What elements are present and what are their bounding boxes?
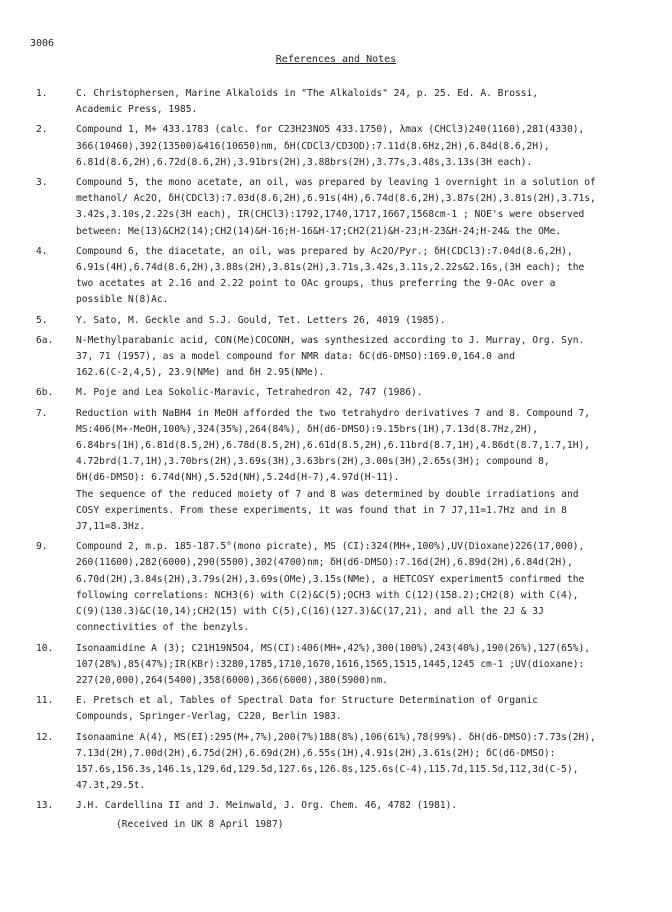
reference-line: δH(d6-DMSO): 6.74d(NH),5.52d(NH),5.24d(H-7),4.97d(H-11). xyxy=(76,472,400,484)
reference-number: 6b. xyxy=(36,387,54,399)
reference-line: 4.72brd(1.7,1H),3.70brs(2H),3.69s(3H),3.63brs(2H),3.00s(3H),2.65s(3H); compound 8, xyxy=(76,456,550,468)
reference-line: M. Poje and Lea Sokolic-Maravic, Tetrahedron 42, 747 (1986). xyxy=(76,387,423,399)
reference-line: Isonaamidine A (3); C21H19N5O4, MS(CI):406(MH+,42%),300(100%),243(40%),190(26%),127(65%), xyxy=(76,642,591,654)
reference-item xyxy=(36,798,646,832)
reference-line: N-Methylparabanic acid, CON(Me)COCONH, was synthesized according to J. Murray, Org. Syn. xyxy=(76,334,585,346)
reference-line: The sequence of the reduced moiety of 7 and 8 was determined by double irradiations and xyxy=(76,488,579,500)
reference-number: 6a. xyxy=(36,334,54,346)
reference-line: 3.42s,3.10s,2.22s(3H each), IR(CHCl3):1792,1740,1717,1667,1568cm-1 ; NOE's were observed xyxy=(76,209,585,221)
reference-line: methanol/ Ac2O, δH(CDCl3):7.03d(8.6,2H),6.91s(4H),6.74d(8.6,2H),3.87s(2H),3.81s(2H),3.71s, xyxy=(76,193,596,205)
reference-text xyxy=(76,122,646,171)
reference-line: Compound 1, M+ 433.1783 (calc. for C23H23NO5 433.1750), λmax (CHCl3)240(1160),281(4330), xyxy=(76,124,585,136)
reference-line: 227(20,000),264(5400),358(6000),366(6000),380(5900)nm. xyxy=(76,674,388,686)
reference-line: connectivities of the benzyls. xyxy=(76,622,250,634)
reference-line: C. Christophersen, Marine Alkaloids in "The Alkaloids" 24, p. 25. Ed. A. Brossi, xyxy=(76,88,539,99)
reference-line: Reduction with NaBH4 in MeOH afforded the two tetrahydro derivatives 7 and 8. Compound 7, xyxy=(76,407,591,419)
reference-line: 366(10460),392(13500)&416(10650)nm, δH(CDCl3/CD3OD):7.11d(8.6Hz,2H),6.84d(8.6,2H), xyxy=(76,140,550,152)
reference-text xyxy=(76,730,646,795)
reference-text xyxy=(76,313,646,329)
reference-number: 10. xyxy=(36,642,54,654)
reference-item xyxy=(36,122,646,171)
reference-item xyxy=(36,385,646,401)
reference-number: 11. xyxy=(36,695,54,707)
reference-text xyxy=(76,86,646,118)
reference-text xyxy=(76,693,646,725)
reference-item xyxy=(36,244,646,309)
reference-line: 6.70d(2H),3.84s(2H),3.79s(2H),3.69s(OMe),3.15s(NMe), a HETCOSY experiment5 confirmed the xyxy=(76,573,585,585)
section-heading: References and Notes xyxy=(275,54,397,65)
reference-text xyxy=(76,175,646,240)
reference-line: C(9)(130.3)&C(10,14);CH2(15) with C(5),C(16)(127.3)&C(17,21), and all the 2J & 3J xyxy=(76,606,544,618)
reference-line: 47.3t,29.5t. xyxy=(76,780,146,792)
reference-line: 107(28%),85(47%);IR(KBr):3280,1785,1710,1670,1616,1565,1515,1445,1245 cm-1 ;UV(dioxane): xyxy=(76,658,585,670)
reference-line: Compound 5, the mono acetate, an oil, was prepared by leaving 1 overnight in a solution of xyxy=(76,177,596,189)
reference-line: following correlations: NCH3(6) with C(2)&C(5);OCH3 with C(12)(158.2);CH2(8) with C(4), xyxy=(76,589,579,601)
reference-line: 157.6s,156.3s,146.1s,129.6d,129.5d,127.6s,126.8s,125.6s(C-4),115.7d,115.5d,112,3d(C-5), xyxy=(76,763,579,775)
reference-number: 5. xyxy=(36,314,48,326)
received-note: (Received in UK 8 April 1987) xyxy=(116,818,284,830)
reference-line: COSY experiments. From these experiments, it was found that in 7 J7,11=1.7Hz and in 8 xyxy=(76,504,567,516)
reference-line: 37, 71 (1957), as a model compound for NMR data: δC(d6-DMSO):169.0,164.0 and xyxy=(76,351,515,363)
reference-line: Isonaamine A(4), MS(EI):295(M+,7%),200(7%)188(8%),106(61%),78(99%). δH(d6-DMSO):7.73s(2H), xyxy=(76,731,596,743)
reference-line: two acetates at 2.16 and 2.22 point to OAc groups, thus preferring the 9-OAc over a xyxy=(76,278,556,290)
reference-line: Academic Press, 1985. xyxy=(76,104,198,116)
reference-text xyxy=(76,333,646,382)
reference-number: 7. xyxy=(36,407,48,419)
reference-number: 3. xyxy=(36,177,48,189)
reference-line: 6.84brs(1H),6.81d(8.5,2H),6.78d(8.5,2H),6.61d(8.5,2H),6.11brd(8.7,1H),4.86dt(8.7,1.7,1H), xyxy=(76,440,591,452)
reference-line: Y. Sato, M. Geckle and S.J. Gould, Tet. Letters 26, 4019 (1985). xyxy=(76,314,446,326)
reference-line: 6.81d(8.6,2H),6.72d(8.6,2H),3.91brs(2H),3.88brs(2H),3.77s,3.48s,3.13s(3H each). xyxy=(76,156,533,168)
reference-text xyxy=(76,385,646,401)
reference-line: 7.13d(2H),7.00d(2H),6.75d(2H),6.69d(2H),6.55s(1H),4.91s(2H),3.61s(2H); δC(d6-DMSO): xyxy=(76,747,556,759)
reference-number: 1. xyxy=(36,88,48,99)
reference-item xyxy=(36,333,646,382)
reference-list xyxy=(36,86,646,837)
reference-item xyxy=(36,313,646,329)
reference-item xyxy=(36,539,646,636)
reference-text xyxy=(76,244,646,309)
reference-number: 12. xyxy=(36,731,54,743)
reference-text xyxy=(76,406,646,536)
reference-text xyxy=(76,641,646,690)
reference-number: 13. xyxy=(36,800,54,812)
reference-text xyxy=(76,798,646,832)
reference-item xyxy=(36,730,646,795)
reference-item xyxy=(36,641,646,690)
reference-line: between: Me(13)&CH2(14);CH2(14)&H-16;H-16&H-17;CH2(21)&H-23;H-23&H-24;H-24& the OMe. xyxy=(76,225,562,237)
reference-number: 9. xyxy=(36,541,48,553)
reference-line: Compound 6, the diacetate, an oil, was prepared by Ac2O/Pyr.; δH(CDCl3):7.04d(8.6,2H), xyxy=(76,245,573,257)
reference-item xyxy=(36,693,646,725)
reference-item xyxy=(36,175,646,240)
reference-item xyxy=(36,406,646,536)
reference-line: possible N(8)Ac. xyxy=(76,294,169,306)
reference-line: MS:406(M+-MeOH,100%),324(35%),264(84%), δH(d6-DMSO):9.15brs(1H),7.13d(8.7Hz,2H), xyxy=(76,423,539,435)
page-number: 3006 xyxy=(30,38,55,49)
reference-line: E. Pretsch et al, Tables of Spectral Data for Structure Determination of Organic xyxy=(76,695,539,707)
reference-number: 2. xyxy=(36,124,48,136)
reference-line: J7,11=8.3Hz. xyxy=(76,521,146,533)
reference-line: 6.91s(4H),6.74d(8.6,2H),3.88s(2H),3.81s(2H),3.71s,3.42s,3.11s,2.22s&2.16s,(3H each); the xyxy=(76,262,585,274)
reference-item xyxy=(36,86,646,118)
reference-text xyxy=(76,539,646,636)
reference-line: 162.6(C-2,4,5), 23.9(NMe) and δH 2.95(NMe). xyxy=(76,367,325,379)
reference-line: Compound 2, m.p. 185-187.5°(mono picrate), MS (CI):324(MH+,100%),UV(Dioxane)226(17,000), xyxy=(76,541,585,553)
reference-line: 260(11600),282(6000),290(5500),302(4700)nm; δH(d6-DMSO):7.16d(2H),6.89d(2H),6.84d(2H), xyxy=(76,557,573,569)
reference-number: 4. xyxy=(36,245,48,257)
reference-line: Compounds, Springer-Verlag, C220, Berlin 1983. xyxy=(76,711,342,723)
reference-line: J.H. Cardellina II and J. Meinwald, J. Org. Chem. 46, 4782 (1981). xyxy=(76,800,458,812)
